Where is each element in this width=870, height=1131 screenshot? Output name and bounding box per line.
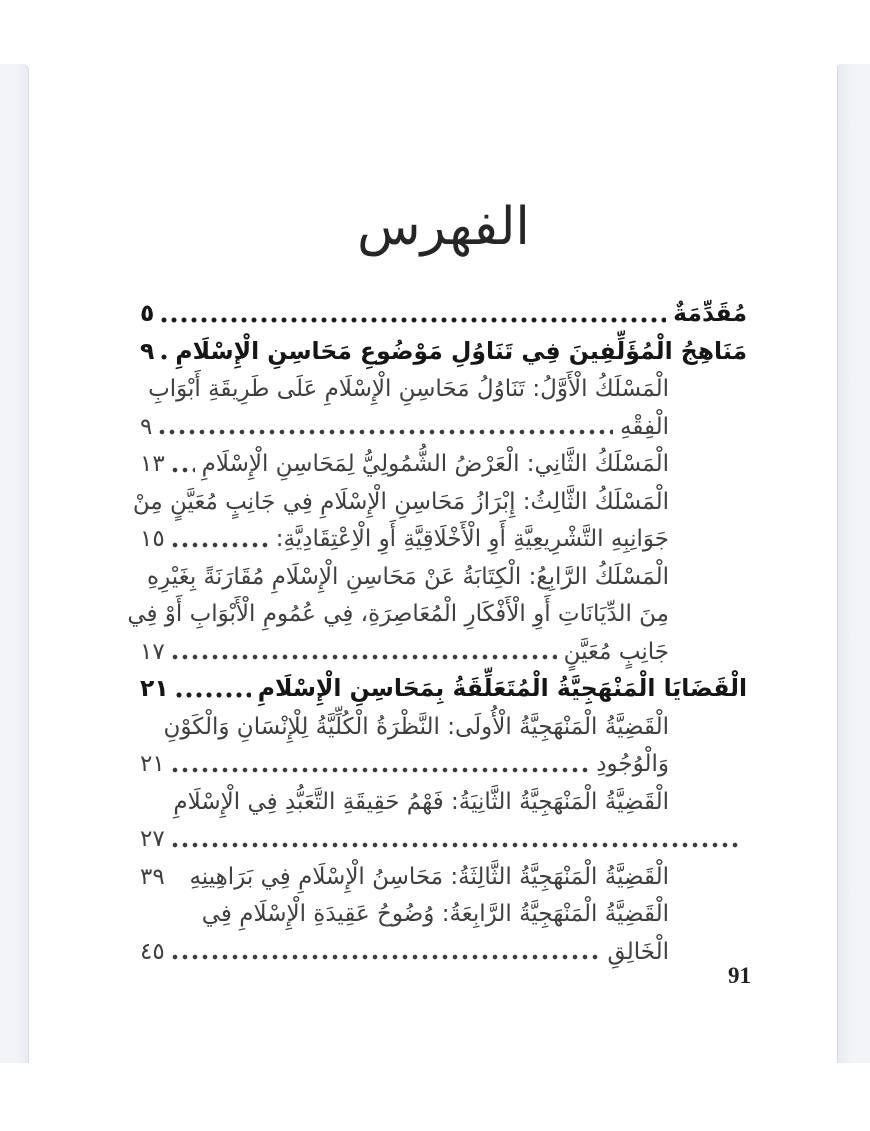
toc-page-number: ٢١ (140, 751, 165, 778)
toc-row (140, 668, 747, 706)
toc-page-number: ١٣ (140, 451, 165, 478)
toc-entry-text: الْمَسْلَكُ الثَّانِي: الْعَرْضُ الشُّمُولِيُّ لِمَحَاسِنِ الْإِسْلَامِ (201, 451, 669, 478)
toc-row (140, 631, 747, 669)
toc-entry-text: مِنَ الدِّيَانَاتِ أَوِ الْأَفْكَارِ الْمُعَاصِرَةِ، فِي عُمُومِ الْأَبْوَابِ أَوْ فِي (127, 601, 669, 628)
toc-row (140, 368, 747, 406)
dot-leader (159, 429, 613, 435)
toc-entry-text: جَوَانِبِهِ التَّشْرِيعِيَّةِ أَوِ الْأَخْلَاقِيَّةِ أَوِ الْاِعْتِقَادِيَّةِ: (275, 526, 669, 553)
toc-entry-text: وَالْوُجُودِ (596, 751, 669, 778)
toc-entry-text: الْقَضِيَّةُ الْمَنْهَجِيَّةُ الثَّالِثَةُ: مَحَاسِنُ الْإِسْلَامِ فِي بَرَاهِينِهِ (189, 863, 669, 890)
dot-leader (147, 804, 166, 810)
toc-row (132, 481, 747, 519)
scan-margin-right (837, 64, 870, 1063)
toc-entry-text: الْمَسْلَكُ الْأَوَّلُ: تَنَاوُلُ مَحَاسِنِ الْإِسْلَامِ عَلَى طَرِيقَةِ أَبْوَابِ (148, 376, 669, 403)
toc-row (140, 518, 747, 556)
toc-entry-text: مَنَاهِجُ الْمُؤَلِّفِينَ فِي تَنَاوُلِ مَوْضُوعِ مَحَاسِنِ الْإِسْلَامِ (175, 336, 747, 365)
dot-leader (172, 954, 601, 960)
dot-leader (161, 354, 168, 360)
dot-leader (176, 692, 251, 698)
dot-leader (161, 317, 666, 323)
toc-entry-text: الْمَسْلَكُ الثَّالِثُ: إِبْرَازُ مَحَاسِنِ الْإِسْلَامِ فِي جَانِبٍ مُعَيَّنٍ مِنْ (132, 488, 669, 515)
toc-row (140, 443, 747, 481)
toc-row (140, 293, 747, 331)
toc-page-number: ٣٩ (140, 863, 165, 890)
dot-leader (172, 879, 183, 885)
dot-leader (172, 467, 195, 473)
toc-entry-text: مُقَدِّمَةٌ (673, 299, 747, 328)
toc-row (140, 931, 747, 969)
table-of-contents (127, 293, 747, 968)
toc-page-number: ٢٧ (140, 826, 165, 853)
toc-page-number: ٤٥ (140, 938, 165, 965)
toc-row (140, 781, 747, 819)
toc-page-number: ٢١ (140, 674, 169, 703)
toc-entry-text: الْفِقْهِ (620, 413, 669, 440)
toc-page-number: ٩ (140, 413, 153, 440)
dot-leader (172, 654, 557, 660)
toc-page-number: ١٥ (140, 526, 165, 553)
toc-entry-text: الْقَضِيَّةُ الْمَنْهَجِيَّةُ الْأُولَى: النَّظْرَةُ الْكُلِّيَّةُ لِلْإِنْسَانِ وَالْكَوْنِ (163, 713, 669, 740)
toc-page-number: ٩ (140, 336, 155, 365)
toc-entry-text: الْقَضَايَا الْمَنْهَجِيَّةُ الْمُتَعَلِّقَةُ بِمَحَاسِنِ الْإِسْلَامِ (257, 674, 747, 703)
dot-leader (147, 917, 195, 923)
toc-entry-text: جَانِبٍ مُعَيَّنٍ (563, 638, 669, 665)
toc-row (140, 556, 747, 594)
toc-row (140, 893, 747, 931)
toc-row (127, 593, 747, 631)
toc-row (140, 856, 747, 894)
dot-leader (172, 767, 590, 773)
toc-entry-text: الْقَضِيَّةُ الْمَنْهَجِيَّةُ الرَّابِعَةُ: وُضُوحُ عَقِيدَةِ الْإِسْلَامِ فِي (201, 901, 669, 928)
printed-page-number: 91 (728, 963, 751, 988)
page-title: الفهرس (357, 197, 530, 257)
toc-row (140, 743, 747, 781)
toc-row (140, 406, 747, 444)
dot-leader (147, 729, 157, 735)
toc-row (140, 331, 747, 369)
toc-entry-text: الْخَالِقِ (607, 938, 669, 965)
dot-leader (172, 542, 269, 548)
toc-row (140, 818, 747, 856)
scan-margin-left (0, 64, 29, 1063)
toc-page-number: ٥ (140, 299, 155, 328)
toc-entry-text: الْقَضِيَّةُ الْمَنْهَجِيَّةُ الثَّانِيَةُ: فَهْمُ حَقِيقَةِ التَّعَبُّدِ فِي الْإِسْلَامِ (173, 788, 669, 815)
toc-page-number: ١٧ (140, 638, 165, 665)
toc-entry-text: الْمَسْلَكُ الرَّابِعُ: الْكِتَابَةُ عَنْ مَحَاسِنِ الْإِسْلَامِ مُقَارَنَةً بِغَيْرِهِ (147, 563, 669, 590)
toc-row (140, 706, 747, 744)
dot-leader (172, 842, 740, 848)
